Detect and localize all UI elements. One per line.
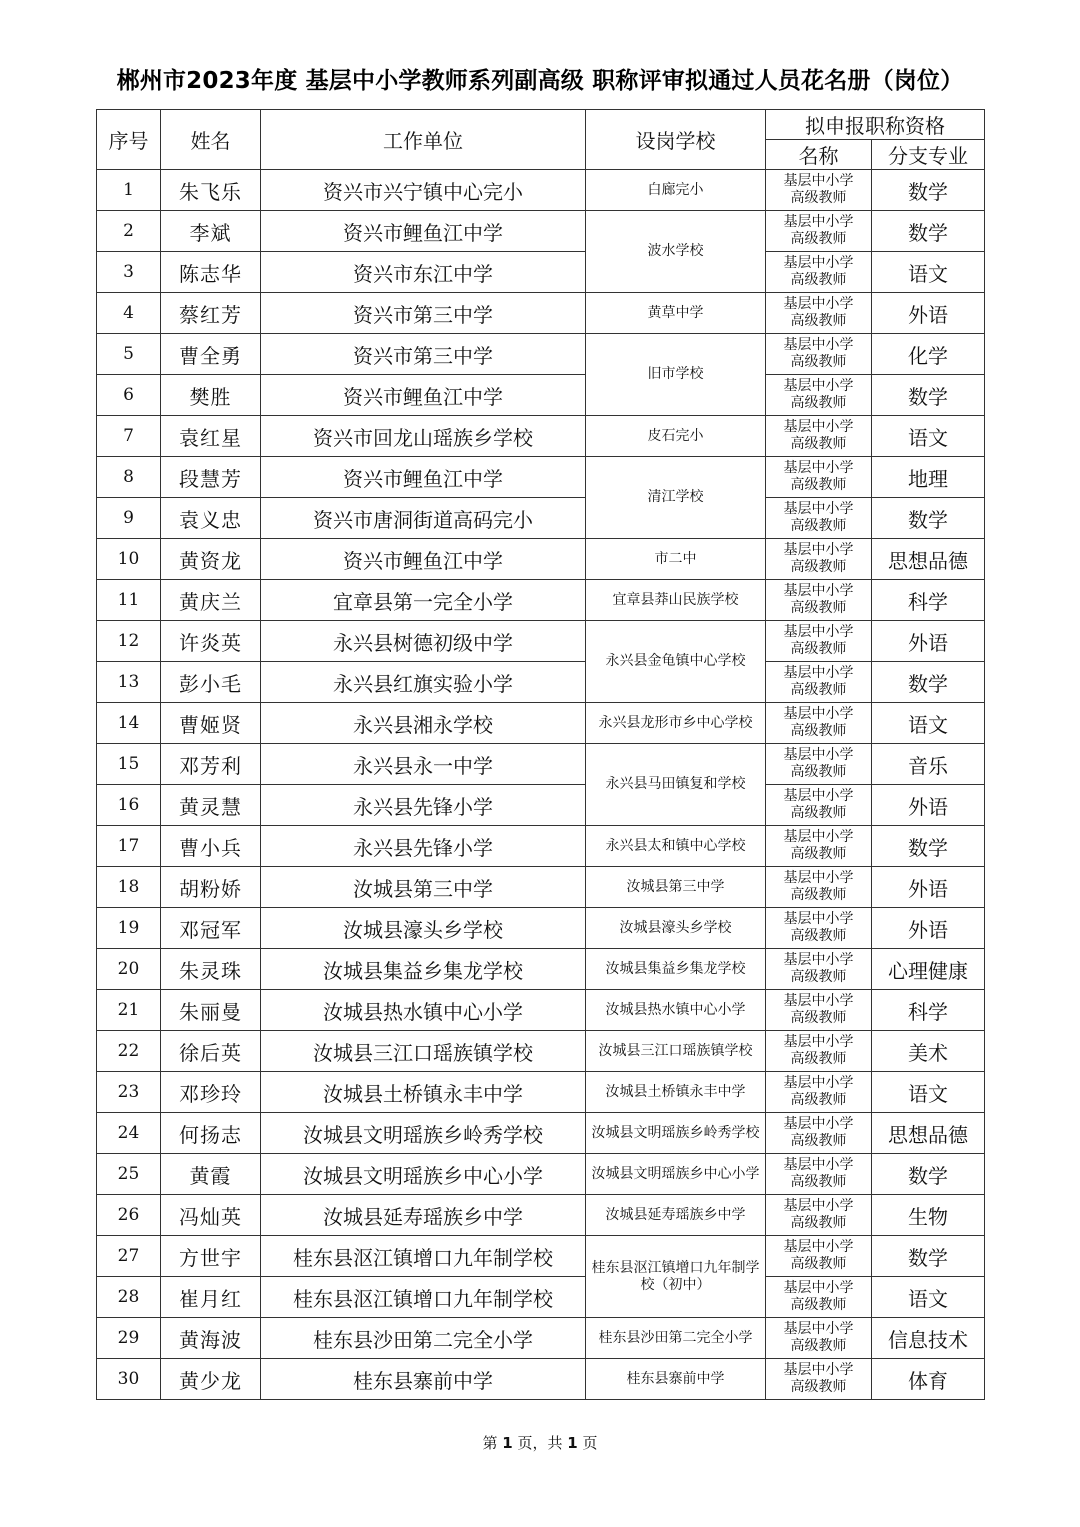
rank-title-line1: 基层中小学 [783, 1198, 854, 1214]
person-name: 袁红星 [161, 416, 261, 457]
rank-title [766, 580, 872, 621]
post-school: 桂东县沙田第二完全小学 [586, 1318, 766, 1359]
work-unit: 桂东县沤江镇增口九年制学校 [261, 1236, 586, 1277]
row-number: 23 [97, 1072, 161, 1113]
row-number: 11 [97, 580, 161, 621]
rank-title [766, 498, 872, 539]
rank-title-line2: 高级教师 [790, 231, 847, 247]
rank-title [766, 949, 872, 990]
rank-title-line1: 基层中小学 [783, 255, 854, 271]
work-unit: 永兴县红旗实验小学 [261, 662, 586, 703]
specialty: 体育 [872, 1359, 985, 1400]
table-row [97, 1113, 985, 1154]
header-specialty: 分支专业 [872, 140, 985, 170]
specialty: 语文 [872, 703, 985, 744]
post-school: 汝城县热水镇中心小学 [586, 990, 766, 1031]
rank-title [766, 990, 872, 1031]
row-number: 9 [97, 498, 161, 539]
row-number: 13 [97, 662, 161, 703]
person-name: 黄资龙 [161, 539, 261, 580]
row-number: 29 [97, 1318, 161, 1359]
work-unit: 桂东县沤江镇增口九年制学校 [261, 1277, 586, 1318]
row-number: 12 [97, 621, 161, 662]
rank-title-line1: 基层中小学 [783, 337, 854, 353]
rank-title-line1: 基层中小学 [783, 1321, 854, 1337]
post-school: 汝城县三江口瑶族镇学校 [586, 1031, 766, 1072]
table-row [97, 703, 985, 744]
row-number: 20 [97, 949, 161, 990]
rank-title-line2: 高级教师 [790, 190, 847, 206]
rank-title [766, 1195, 872, 1236]
rank-title-line2: 高级教师 [790, 518, 847, 534]
person-name: 段慧芳 [161, 457, 261, 498]
row-number: 1 [97, 170, 161, 211]
table-row [97, 1277, 985, 1318]
specialty: 化学 [872, 334, 985, 375]
post-school: 汝城县第三中学 [586, 867, 766, 908]
rank-title-line1: 基层中小学 [783, 1239, 854, 1255]
table-row [97, 580, 985, 621]
row-number: 17 [97, 826, 161, 867]
person-name: 朱灵珠 [161, 949, 261, 990]
post-school: 桂东县寨前中学 [586, 1359, 766, 1400]
post-school: 旧市学校 [586, 334, 766, 416]
post-school: 汝城县濠头乡学校 [586, 908, 766, 949]
header-unit: 工作单位 [261, 110, 586, 170]
rank-title-line1: 基层中小学 [783, 296, 854, 312]
rank-title [766, 1236, 872, 1277]
person-name: 黄霞 [161, 1154, 261, 1195]
row-number: 6 [97, 375, 161, 416]
rank-title-line2: 高级教师 [790, 1215, 847, 1231]
rank-title-line1: 基层中小学 [783, 952, 854, 968]
rank-title [766, 293, 872, 334]
rank-title-line1: 基层中小学 [783, 419, 854, 435]
person-name: 黄少龙 [161, 1359, 261, 1400]
work-unit: 资兴市东江中学 [261, 252, 586, 293]
post-school: 皮石完小 [586, 416, 766, 457]
rank-title [766, 416, 872, 457]
specialty: 信息技术 [872, 1318, 985, 1359]
specialty: 数学 [872, 1236, 985, 1277]
rank-title [766, 211, 872, 252]
rank-title [766, 457, 872, 498]
specialty: 数学 [872, 826, 985, 867]
person-name: 袁义忠 [161, 498, 261, 539]
rank-title [766, 375, 872, 416]
rank-title-line2: 高级教师 [790, 1338, 847, 1354]
post-school: 汝城县延寿瑶族乡中学 [586, 1195, 766, 1236]
rank-title-line1: 基层中小学 [783, 501, 854, 517]
footer-middle: 页，共 [517, 1434, 563, 1452]
table-row [97, 621, 985, 662]
person-name: 朱丽曼 [161, 990, 261, 1031]
rank-title-line1: 基层中小学 [783, 1362, 854, 1378]
specialty: 科学 [872, 990, 985, 1031]
person-name: 李斌 [161, 211, 261, 252]
table-row [97, 826, 985, 867]
row-number: 10 [97, 539, 161, 580]
rank-title-line1: 基层中小学 [783, 870, 854, 886]
rank-title-line2: 高级教师 [790, 1092, 847, 1108]
table-row [97, 1154, 985, 1195]
footer-suffix: 页 [582, 1434, 598, 1452]
rank-title-line2: 高级教师 [790, 1379, 847, 1395]
work-unit: 永兴县湘永学校 [261, 703, 586, 744]
rank-title-line1: 基层中小学 [783, 542, 854, 558]
table-row [97, 211, 985, 252]
table-row [97, 170, 985, 211]
post-school: 永兴县马田镇复和学校 [586, 744, 766, 826]
rank-title-line2: 高级教师 [790, 477, 847, 493]
rank-title [766, 1277, 872, 1318]
rank-title-line1: 基层中小学 [783, 1280, 854, 1296]
specialty: 外语 [872, 908, 985, 949]
table-row [97, 498, 985, 539]
person-name: 黄灵慧 [161, 785, 261, 826]
post-school: 永兴县太和镇中心学校 [586, 826, 766, 867]
rank-title [766, 785, 872, 826]
work-unit: 永兴县树德初级中学 [261, 621, 586, 662]
rank-title-line1: 基层中小学 [783, 214, 854, 230]
table-row [97, 990, 985, 1031]
work-unit: 汝城县集益乡集龙学校 [261, 949, 586, 990]
specialty: 思想品德 [872, 1113, 985, 1154]
person-name: 胡粉娇 [161, 867, 261, 908]
rank-title [766, 826, 872, 867]
rank-title [766, 170, 872, 211]
person-name: 黄庆兰 [161, 580, 261, 621]
rank-title-line1: 基层中小学 [783, 1116, 854, 1132]
work-unit: 资兴市鲤鱼江中学 [261, 457, 586, 498]
table-row [97, 1359, 985, 1400]
table-row [97, 1031, 985, 1072]
rank-title-line2: 高级教师 [790, 313, 847, 329]
rank-title [766, 1113, 872, 1154]
person-name: 方世宇 [161, 1236, 261, 1277]
person-name: 樊胜 [161, 375, 261, 416]
specialty: 数学 [872, 498, 985, 539]
specialty: 语文 [872, 1072, 985, 1113]
rank-title [766, 908, 872, 949]
table-row [97, 334, 985, 375]
work-unit: 汝城县第三中学 [261, 867, 586, 908]
row-number: 25 [97, 1154, 161, 1195]
document-title: 郴州市2023年度 基层中小学教师系列副高级 职称评审拟通过人员花名册（岗位） [116, 68, 964, 94]
row-number: 8 [97, 457, 161, 498]
post-school: 汝城县文明瑶族乡岭秀学校 [586, 1113, 766, 1154]
rank-title [766, 539, 872, 580]
post-school: 汝城县文明瑶族乡中心小学 [586, 1154, 766, 1195]
rank-title-line1: 基层中小学 [783, 1157, 854, 1173]
post-school: 永兴县龙形市乡中心学校 [586, 703, 766, 744]
rank-title-line2: 高级教师 [790, 1297, 847, 1313]
specialty: 音乐 [872, 744, 985, 785]
specialty: 语文 [872, 252, 985, 293]
row-number: 3 [97, 252, 161, 293]
footer-page-number: 1 [502, 1434, 513, 1452]
rank-title-line1: 基层中小学 [783, 1075, 854, 1091]
specialty: 美术 [872, 1031, 985, 1072]
table-row [97, 1318, 985, 1359]
table-row [97, 416, 985, 457]
person-name: 彭小毛 [161, 662, 261, 703]
rank-title-line1: 基层中小学 [783, 624, 854, 640]
rank-title-line2: 高级教师 [790, 1174, 847, 1190]
specialty: 外语 [872, 867, 985, 908]
rank-title-line2: 高级教师 [790, 682, 847, 698]
rank-title-line1: 基层中小学 [783, 378, 854, 394]
rank-title [766, 1318, 872, 1359]
post-school: 永兴县金龟镇中心学校 [586, 621, 766, 703]
specialty: 数学 [872, 211, 985, 252]
row-number: 26 [97, 1195, 161, 1236]
person-name: 蔡红芳 [161, 293, 261, 334]
row-number: 4 [97, 293, 161, 334]
work-unit: 汝城县文明瑶族乡中心小学 [261, 1154, 586, 1195]
person-name: 邓珍玲 [161, 1072, 261, 1113]
person-name: 冯灿英 [161, 1195, 261, 1236]
specialty: 数学 [872, 170, 985, 211]
work-unit: 汝城县土桥镇永丰中学 [261, 1072, 586, 1113]
post-school: 黄草中学 [586, 293, 766, 334]
row-number: 15 [97, 744, 161, 785]
rank-title-line1: 基层中小学 [783, 788, 854, 804]
rank-title [766, 621, 872, 662]
table-row [97, 1195, 985, 1236]
specialty: 语文 [872, 416, 985, 457]
work-unit: 汝城县濠头乡学校 [261, 908, 586, 949]
work-unit: 资兴市兴宁镇中心完小 [261, 170, 586, 211]
person-name: 曹全勇 [161, 334, 261, 375]
post-school: 桂东县沤江镇增口九年制学校（初中） [586, 1236, 766, 1318]
work-unit: 资兴市鲤鱼江中学 [261, 539, 586, 580]
work-unit: 汝城县热水镇中心小学 [261, 990, 586, 1031]
work-unit: 汝城县延寿瑶族乡中学 [261, 1195, 586, 1236]
specialty: 生物 [872, 1195, 985, 1236]
rank-title [766, 867, 872, 908]
person-name: 曹小兵 [161, 826, 261, 867]
table-row [97, 252, 985, 293]
person-name: 徐后英 [161, 1031, 261, 1072]
rank-title-line2: 高级教师 [790, 1256, 847, 1272]
rank-title-line2: 高级教师 [790, 395, 847, 411]
specialty: 语文 [872, 1277, 985, 1318]
row-number: 7 [97, 416, 161, 457]
table-row [97, 293, 985, 334]
specialty: 数学 [872, 662, 985, 703]
post-school: 汝城县土桥镇永丰中学 [586, 1072, 766, 1113]
rank-title-line2: 高级教师 [790, 354, 847, 370]
rank-title-line2: 高级教师 [790, 600, 847, 616]
person-name: 朱飞乐 [161, 170, 261, 211]
row-number: 30 [97, 1359, 161, 1400]
rank-title-line1: 基层中小学 [783, 993, 854, 1009]
rank-title [766, 334, 872, 375]
table-row [97, 457, 985, 498]
person-name: 何扬志 [161, 1113, 261, 1154]
person-name: 崔月红 [161, 1277, 261, 1318]
rank-title-line1: 基层中小学 [783, 747, 854, 763]
row-number: 14 [97, 703, 161, 744]
specialty: 外语 [872, 621, 985, 662]
rank-title-line2: 高级教师 [790, 1133, 847, 1149]
rank-title [766, 1154, 872, 1195]
specialty: 外语 [872, 785, 985, 826]
post-school: 汝城县集益乡集龙学校 [586, 949, 766, 990]
rank-title-line2: 高级教师 [790, 764, 847, 780]
table-row [97, 908, 985, 949]
table-row [97, 744, 985, 785]
work-unit: 永兴县先锋小学 [261, 826, 586, 867]
row-number: 2 [97, 211, 161, 252]
table-row [97, 867, 985, 908]
work-unit: 永兴县永一中学 [261, 744, 586, 785]
rank-title-line1: 基层中小学 [783, 460, 854, 476]
rank-title-line1: 基层中小学 [783, 829, 854, 845]
person-name: 曹姬贤 [161, 703, 261, 744]
table-row [97, 1236, 985, 1277]
rank-title-line1: 基层中小学 [783, 173, 854, 189]
rank-title [766, 1072, 872, 1113]
rank-title-line2: 高级教师 [790, 805, 847, 821]
post-school: 波水学校 [586, 211, 766, 293]
table-row [97, 375, 985, 416]
rank-title-line2: 高级教师 [790, 969, 847, 985]
rank-title [766, 662, 872, 703]
rank-title [766, 744, 872, 785]
rank-title-line2: 高级教师 [790, 887, 847, 903]
rank-title-line2: 高级教师 [790, 846, 847, 862]
work-unit: 资兴市第三中学 [261, 334, 586, 375]
table-row [97, 949, 985, 990]
work-unit: 资兴市回龙山瑶族乡学校 [261, 416, 586, 457]
work-unit: 资兴市唐洞街道高码完小 [261, 498, 586, 539]
rank-title-line2: 高级教师 [790, 723, 847, 739]
specialty: 地理 [872, 457, 985, 498]
rank-title [766, 1359, 872, 1400]
row-number: 28 [97, 1277, 161, 1318]
rank-title [766, 252, 872, 293]
table-row [97, 539, 985, 580]
post-school: 宜章县莽山民族学校 [586, 580, 766, 621]
rank-title-line2: 高级教师 [790, 928, 847, 944]
header-rank-name: 名称 [766, 140, 872, 170]
roster-table [96, 109, 985, 1400]
rank-title-line2: 高级教师 [790, 1010, 847, 1026]
work-unit: 宜章县第一完全小学 [261, 580, 586, 621]
specialty: 外语 [872, 293, 985, 334]
work-unit: 资兴市鲤鱼江中学 [261, 211, 586, 252]
table-row [97, 785, 985, 826]
specialty: 数学 [872, 375, 985, 416]
page-footer [0, 1432, 1080, 1453]
table-row [97, 1072, 985, 1113]
person-name: 邓芳利 [161, 744, 261, 785]
post-school: 市二中 [586, 539, 766, 580]
work-unit: 汝城县文明瑶族乡岭秀学校 [261, 1113, 586, 1154]
specialty: 数学 [872, 1154, 985, 1195]
rank-title-line1: 基层中小学 [783, 583, 854, 599]
rank-title [766, 703, 872, 744]
rank-title-line1: 基层中小学 [783, 1034, 854, 1050]
row-number: 22 [97, 1031, 161, 1072]
rank-title [766, 1031, 872, 1072]
work-unit: 资兴市第三中学 [261, 293, 586, 334]
rank-title-line1: 基层中小学 [783, 911, 854, 927]
post-school: 清江学校 [586, 457, 766, 539]
table-body [97, 170, 985, 1400]
rank-title-line2: 高级教师 [790, 559, 847, 575]
rank-title-line2: 高级教师 [790, 436, 847, 452]
person-name: 黄海波 [161, 1318, 261, 1359]
work-unit: 汝城县三江口瑶族镇学校 [261, 1031, 586, 1072]
specialty: 科学 [872, 580, 985, 621]
footer-total-pages: 1 [567, 1434, 578, 1452]
rank-title-line2: 高级教师 [790, 272, 847, 288]
table-row [97, 662, 985, 703]
header-num: 序号 [97, 110, 161, 170]
work-unit: 桂东县寨前中学 [261, 1359, 586, 1400]
person-name: 邓冠军 [161, 908, 261, 949]
rank-title-line2: 高级教师 [790, 1051, 847, 1067]
row-number: 21 [97, 990, 161, 1031]
work-unit: 桂东县沙田第二完全小学 [261, 1318, 586, 1359]
work-unit: 资兴市鲤鱼江中学 [261, 375, 586, 416]
footer-prefix: 第 [482, 1434, 498, 1452]
header-qualification: 拟申报职称资格 [766, 110, 985, 140]
rank-title-line1: 基层中小学 [783, 665, 854, 681]
row-number: 5 [97, 334, 161, 375]
header-name: 姓名 [161, 110, 261, 170]
rank-title-line1: 基层中小学 [783, 706, 854, 722]
row-number: 18 [97, 867, 161, 908]
person-name: 陈志华 [161, 252, 261, 293]
row-number: 24 [97, 1113, 161, 1154]
row-number: 27 [97, 1236, 161, 1277]
specialty: 心理健康 [872, 949, 985, 990]
row-number: 16 [97, 785, 161, 826]
rank-title-line2: 高级教师 [790, 641, 847, 657]
header-school: 设岗学校 [586, 110, 766, 170]
row-number: 19 [97, 908, 161, 949]
post-school: 白廊完小 [586, 170, 766, 211]
specialty: 思想品德 [872, 539, 985, 580]
person-name: 许炎英 [161, 621, 261, 662]
table-header [97, 110, 985, 170]
work-unit: 永兴县先锋小学 [261, 785, 586, 826]
